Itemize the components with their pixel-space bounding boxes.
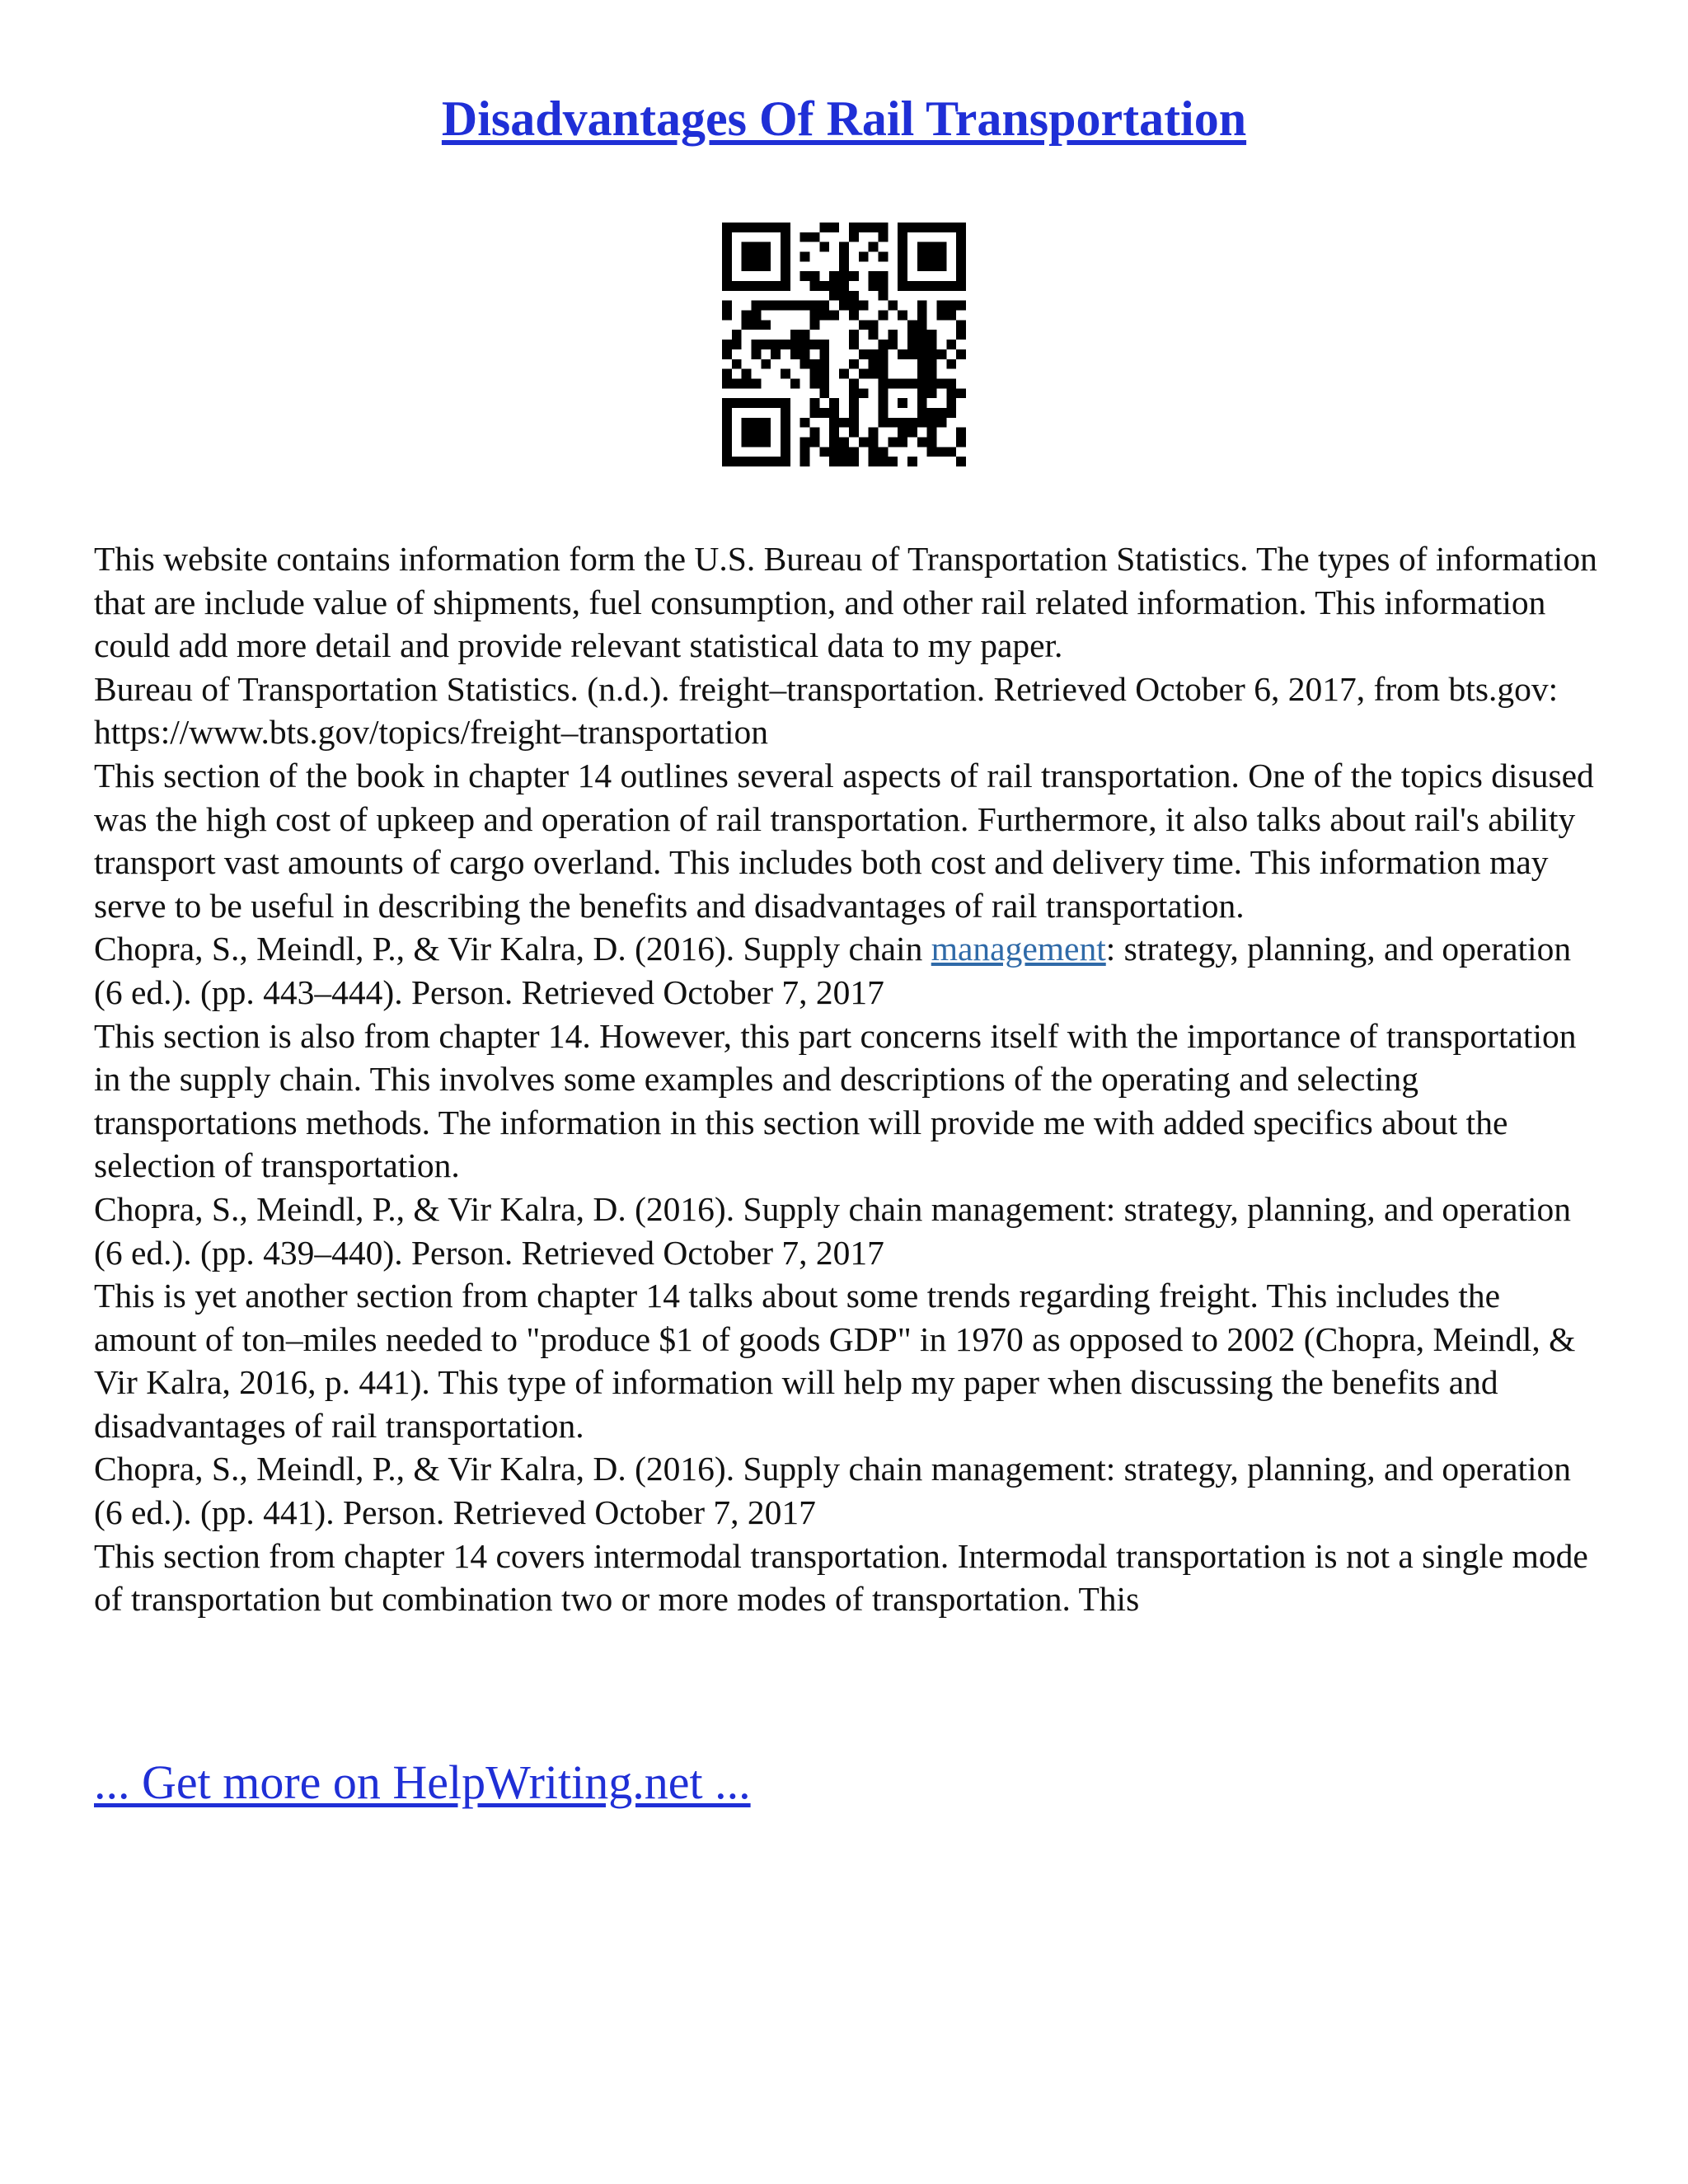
title-link[interactable]: Disadvantages Of Rail Transportation bbox=[441, 91, 1247, 146]
paragraph: This section of the book in chapter 14 outlines several aspects of rail transportation. One of the topics disused was the high cost of upkeep and operation of rail transportation. Furthermore, it also talks about rail's ability transport vast amounts of cargo overland. This includes both cost and delivery time. This information may serve to be useful in describing the benefits and disadvantages of rail transportation. bbox=[94, 756, 1594, 925]
citation-text: : strategy, planning, and operation (6 ed.). (pp. 443–444). Person. Retrieved October 7, 2017 bbox=[94, 930, 1572, 1011]
citation bbox=[94, 927, 1602, 1014]
citation-text: Chopra, S., Meindl, P., & Vir Kalra, D. (2016). Supply chain bbox=[94, 930, 931, 968]
citation: Chopra, S., Meindl, P., & Vir Kalra, D. (2016). Supply chain management: strategy, planning, and operation (6 ed.). (pp. 441). Person. Retrieved October 7, 2017 bbox=[94, 1450, 1572, 1532]
paragraph: This website contains information form the U.S. Bureau of Transportation Statistics. The types of information that are include value of shipments, fuel consumption, and other rail related information. This information could add more detail and provide relevant statistical data to my paper. bbox=[94, 540, 1597, 665]
citation: Bureau of Transportation Statistics. (n.d.). freight–transportation. Retrieved October 6, 2017, from bts.gov: https://www.bts.gov/topics/freight–transportation bbox=[94, 669, 1559, 752]
get-more-section bbox=[94, 1754, 751, 1811]
management-link[interactable]: management bbox=[931, 930, 1106, 968]
citation: Chopra, S., Meindl, P., & Vir Kalra, D. (2016). Supply chain management: strategy, planning, and operation (6 ed.). (pp. 439–440). Person. Retrieved October 7, 2017 bbox=[94, 1189, 1572, 1272]
page-title bbox=[0, 89, 1688, 148]
document-body bbox=[94, 537, 1602, 1621]
paragraph: This is yet another section from chapter 14 talks about some trends regarding freight. This includes the amount of ton–miles needed to "produce $1 of goods GDP" in 1970 as opposed to 2002 (Chopra, Meindl, & Vir Kalra, 2016, p. 441). This type of information will help my paper when discussing the benefits and disadvantages of rail transportation. bbox=[94, 1277, 1576, 1445]
get-more-link[interactable]: ... Get more on HelpWriting.net ... bbox=[94, 1755, 751, 1809]
qr-code-icon bbox=[722, 223, 966, 466]
paragraph: This section from chapter 14 covers intermodal transportation. Intermodal transportation is not a single mode of transportation but combination two or more modes of transportation. This bbox=[94, 1536, 1588, 1619]
paragraph: This section is also from chapter 14. However, this part concerns itself with the importance of transportation in the supply chain. This involves some examples and descriptions of the operating and selecting transportations methods. The information in this section will provide me with added specifics about the selection of transportation. bbox=[94, 1016, 1577, 1185]
